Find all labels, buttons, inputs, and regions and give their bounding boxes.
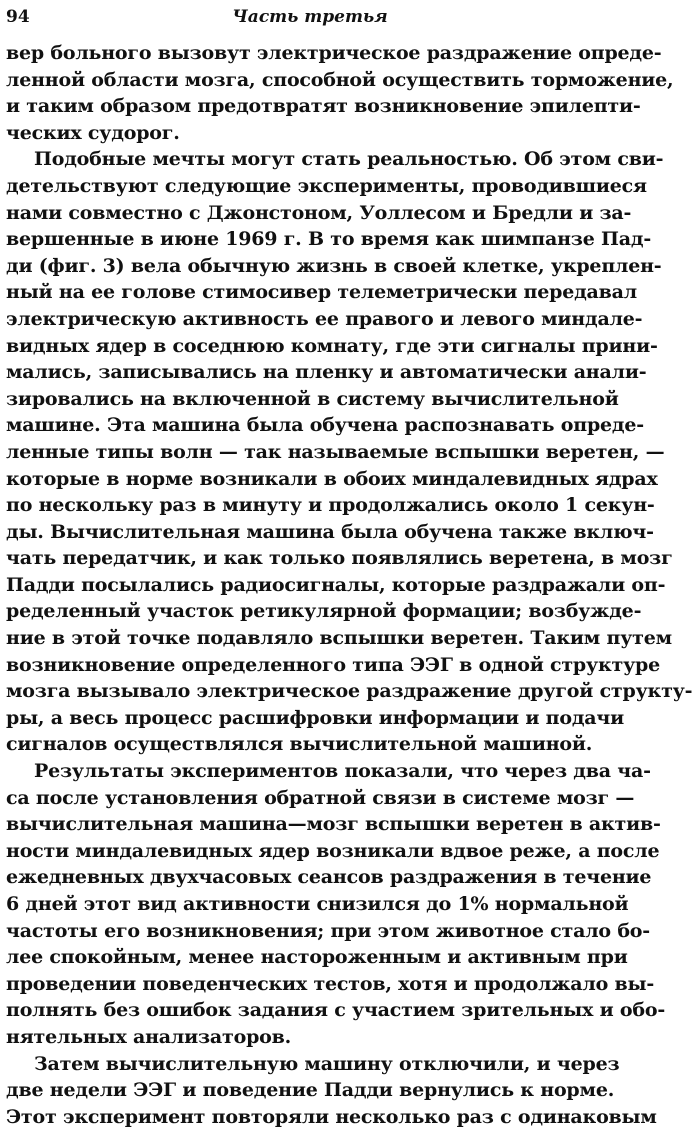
text-line: Этот эксперимент повторяли несколько раз с одинаковым (6, 1105, 657, 1128)
text-line: зировались на включенной в систему вычислительной (6, 387, 619, 410)
text-line: нами совместно с Джонстоном, Уоллесом и Бредли и за- (6, 201, 632, 224)
text-line: са после установления обратной связи в системе мозг — (6, 786, 635, 809)
text-line: детельствуют следующие эксперименты, проводившиеся (6, 174, 647, 197)
text-line: ческих судорог. (6, 121, 180, 144)
text-line: вершенные в июне 1969 г. В то время как шимпанзе Пад- (6, 228, 652, 251)
text-line: видных ядер в соседнюю комнату, где эти сигналы прини- (6, 334, 658, 357)
text-line: нятельных анализаторов. (6, 1025, 292, 1048)
text-line: возникновение определенного типа ЭЭГ в одной структуре (6, 653, 661, 676)
text-line: ры, а весь процесс расшифровки информации и подачи (6, 706, 625, 729)
text-line: полнять без ошибок задания с участием зрительных и обо- (6, 999, 666, 1022)
text-line: Подобные мечты могут стать реальностью. Об этом сви- (34, 148, 664, 171)
text-line: и таким образом предотвратят возникновение эпилепти- (6, 95, 641, 118)
text-line: Затем вычислительную машину отключили, и через (34, 1052, 620, 1075)
text-line: ние в этой точке подавляло вспышки веретен. Таким путем (6, 627, 672, 650)
text-line: чать передатчик, и как только появлялись веретена, в мозг (6, 547, 673, 570)
text-line: ный на ее голове стимосивер телеметрически передавал (6, 281, 637, 304)
text-line: проведении поведенческих тестов, хотя и продолжало вы- (6, 972, 655, 995)
text-line: мались, записывались на пленку и автоматически анали- (6, 361, 647, 384)
text-line: по нескольку раз в минуту и продолжались около 1 секун- (6, 494, 655, 517)
text-line: ежедневных двухчасовых сеансов раздражения в течение (6, 866, 652, 889)
text-line: Результаты экспериментов показали, что через два ча- (34, 760, 651, 783)
page-number: 94 (6, 7, 30, 27)
text-line: электрическую активность ее правого и левого миндале- (6, 307, 643, 330)
text-line: ределенный участок ретикулярной формации; возбужде- (6, 600, 642, 623)
text-line: частоты его возникновения; при этом животное стало бо- (6, 919, 650, 942)
text-line: которые в норме возникали в обоих миндалевидных ядрах (6, 467, 658, 490)
text-line: две недели ЭЭГ и поведение Падди вернулись к норме. (6, 1079, 615, 1102)
text-line: ленной области мозга, способной осуществить торможение, (6, 68, 674, 91)
text-line: ды. Вычислительная машина была обучена также включ- (6, 520, 654, 543)
text-line: ности миндалевидных ядер возникали вдвое реже, а после (6, 839, 660, 862)
text-line: Падди посылались радиосигналы, которые раздражали оп- (6, 573, 666, 596)
text-line: ленные типы волн — так называемые вспышки веретен, — (6, 440, 665, 463)
text-line: сигналов осуществлялся вычислительной машиной. (6, 733, 593, 756)
running-head: Часть третья (232, 7, 388, 27)
text-line: вер больного вызовут электрическое раздражение опреде- (6, 42, 662, 64)
text-line: вычислительная машина—мозг вспышки веретен в актив- (6, 813, 661, 836)
page-header (6, 4, 614, 30)
text-line: машине. Эта машина была обучена распознавать опреде- (6, 414, 644, 437)
body-text (6, 40, 692, 1130)
text-line: 6 дней этот вид активности снизился до 1% нормальной (6, 893, 629, 915)
text-line: лее спокойным, менее настороженным и активным при (6, 946, 628, 969)
text-line: мозга вызывало электрическое раздражение другой структу- (6, 680, 692, 703)
text-line: ди (фиг. 3) вела обычную жизнь в своей клетке, укреплен- (6, 254, 662, 277)
